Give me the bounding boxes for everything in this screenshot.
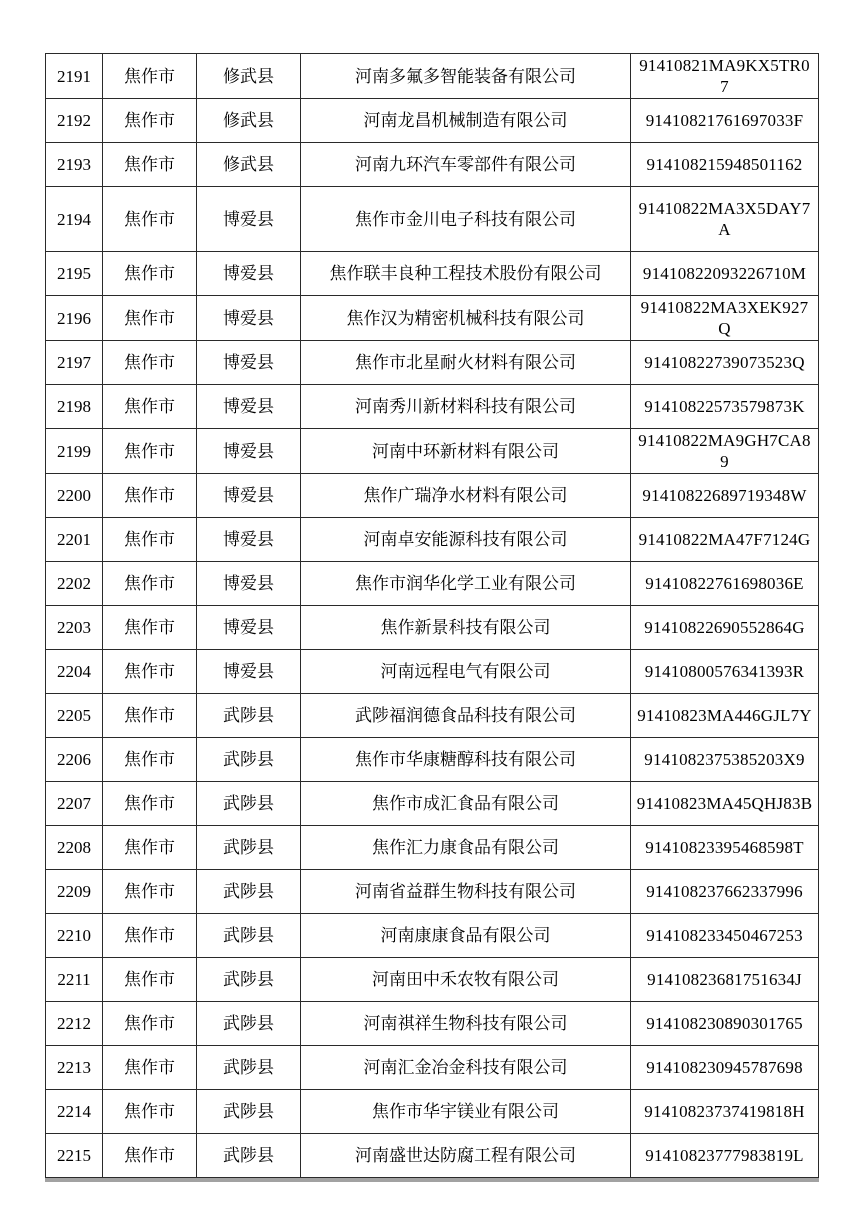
table-row [46, 518, 819, 562]
table-row [46, 187, 819, 252]
county-cell: 武陟县 [197, 694, 301, 738]
county-cell: 武陟县 [197, 782, 301, 826]
city-cell: 焦作市 [103, 826, 197, 870]
county-cell: 修武县 [197, 143, 301, 187]
table-row [46, 1046, 819, 1090]
table-row [46, 694, 819, 738]
city-cell: 焦作市 [103, 385, 197, 429]
county-cell: 武陟县 [197, 1090, 301, 1134]
row-number-cell: 2206 [46, 738, 103, 782]
city-cell: 焦作市 [103, 518, 197, 562]
code-cell: 91410823MA45QHJ83B [631, 782, 819, 826]
company-name-cell: 焦作市华宇镁业有限公司 [301, 1090, 631, 1134]
row-number-cell: 2205 [46, 694, 103, 738]
code-cell: 91410823MA446GJL7Y [631, 694, 819, 738]
table-row [46, 562, 819, 606]
company-name-cell: 河南卓安能源科技有限公司 [301, 518, 631, 562]
company-name-cell: 河南九环汽车零部件有限公司 [301, 143, 631, 187]
code-cell: 9141082375385203X9 [631, 738, 819, 782]
code-cell: 91410822MA9GH7CA89 [631, 429, 819, 474]
row-number-cell: 2207 [46, 782, 103, 826]
city-cell: 焦作市 [103, 54, 197, 99]
county-cell: 武陟县 [197, 870, 301, 914]
city-cell: 焦作市 [103, 474, 197, 518]
county-cell: 博爱县 [197, 518, 301, 562]
county-cell: 武陟县 [197, 958, 301, 1002]
table-row [46, 650, 819, 694]
code-cell: 91410823777983819L [631, 1134, 819, 1178]
county-cell: 武陟县 [197, 738, 301, 782]
code-cell: 914108230890301765 [631, 1002, 819, 1046]
county-cell: 修武县 [197, 99, 301, 143]
company-name-cell: 焦作市金川电子科技有限公司 [301, 187, 631, 252]
county-cell: 博爱县 [197, 474, 301, 518]
county-cell: 博爱县 [197, 562, 301, 606]
city-cell: 焦作市 [103, 1046, 197, 1090]
table-row [46, 870, 819, 914]
company-name-cell: 河南龙昌机械制造有限公司 [301, 99, 631, 143]
county-cell: 修武县 [197, 54, 301, 99]
county-cell: 武陟县 [197, 826, 301, 870]
city-cell: 焦作市 [103, 143, 197, 187]
company-table [45, 53, 819, 1178]
city-cell: 焦作市 [103, 914, 197, 958]
code-cell: 914108230945787698 [631, 1046, 819, 1090]
city-cell: 焦作市 [103, 870, 197, 914]
row-number-cell: 2208 [46, 826, 103, 870]
company-name-cell: 河南汇金冶金科技有限公司 [301, 1046, 631, 1090]
table-row [46, 385, 819, 429]
city-cell: 焦作市 [103, 738, 197, 782]
code-cell: 91410822761698036E [631, 562, 819, 606]
city-cell: 焦作市 [103, 1090, 197, 1134]
city-cell: 焦作市 [103, 650, 197, 694]
table-row [46, 429, 819, 474]
company-table-body [46, 54, 819, 1178]
row-number-cell: 2196 [46, 296, 103, 341]
code-cell: 91410821761697033F [631, 99, 819, 143]
table-row [46, 914, 819, 958]
county-cell: 博爱县 [197, 385, 301, 429]
company-name-cell: 焦作市北星耐火材料有限公司 [301, 341, 631, 385]
company-name-cell: 焦作联丰良种工程技术股份有限公司 [301, 252, 631, 296]
code-cell: 914108233450467253 [631, 914, 819, 958]
code-cell: 91410822690552864G [631, 606, 819, 650]
county-cell: 博爱县 [197, 341, 301, 385]
row-number-cell: 2202 [46, 562, 103, 606]
company-name-cell: 河南康康食品有限公司 [301, 914, 631, 958]
county-cell: 武陟县 [197, 914, 301, 958]
county-cell: 博爱县 [197, 606, 301, 650]
city-cell: 焦作市 [103, 296, 197, 341]
city-cell: 焦作市 [103, 341, 197, 385]
code-cell: 914108237662337996 [631, 870, 819, 914]
table-row [46, 1002, 819, 1046]
code-cell: 914108215948501162 [631, 143, 819, 187]
code-cell: 91410822MA47F7124G [631, 518, 819, 562]
company-name-cell: 武陟福润德食品科技有限公司 [301, 694, 631, 738]
city-cell: 焦作市 [103, 562, 197, 606]
row-number-cell: 2201 [46, 518, 103, 562]
city-cell: 焦作市 [103, 1002, 197, 1046]
company-name-cell: 河南秀川新材料科技有限公司 [301, 385, 631, 429]
city-cell: 焦作市 [103, 99, 197, 143]
table-row [46, 958, 819, 1002]
company-name-cell: 河南田中禾农牧有限公司 [301, 958, 631, 1002]
table-row [46, 296, 819, 341]
row-number-cell: 2193 [46, 143, 103, 187]
code-cell: 91410821MA9KX5TR07 [631, 54, 819, 99]
county-cell: 博爱县 [197, 187, 301, 252]
table-row [46, 252, 819, 296]
row-number-cell: 2197 [46, 341, 103, 385]
code-cell: 91410822689719348W [631, 474, 819, 518]
row-number-cell: 2203 [46, 606, 103, 650]
code-cell: 91410822573579873K [631, 385, 819, 429]
company-name-cell: 河南远程电气有限公司 [301, 650, 631, 694]
table-row [46, 1090, 819, 1134]
row-number-cell: 2200 [46, 474, 103, 518]
table-row [46, 606, 819, 650]
company-name-cell: 焦作广瑞净水材料有限公司 [301, 474, 631, 518]
county-cell: 武陟县 [197, 1134, 301, 1178]
city-cell: 焦作市 [103, 782, 197, 826]
city-cell: 焦作市 [103, 252, 197, 296]
county-cell: 武陟县 [197, 1046, 301, 1090]
county-cell: 博爱县 [197, 252, 301, 296]
code-cell: 91410822093226710M [631, 252, 819, 296]
row-number-cell: 2214 [46, 1090, 103, 1134]
company-name-cell: 河南多氟多智能装备有限公司 [301, 54, 631, 99]
table-row [46, 143, 819, 187]
row-number-cell: 2209 [46, 870, 103, 914]
row-number-cell: 2215 [46, 1134, 103, 1178]
table-row [46, 341, 819, 385]
code-cell: 91410823681751634J [631, 958, 819, 1002]
row-number-cell: 2199 [46, 429, 103, 474]
company-name-cell: 河南盛世达防腐工程有限公司 [301, 1134, 631, 1178]
city-cell: 焦作市 [103, 187, 197, 252]
row-number-cell: 2195 [46, 252, 103, 296]
company-name-cell: 河南中环新材料有限公司 [301, 429, 631, 474]
city-cell: 焦作市 [103, 429, 197, 474]
city-cell: 焦作市 [103, 606, 197, 650]
county-cell: 博爱县 [197, 650, 301, 694]
table-row [46, 474, 819, 518]
company-name-cell: 焦作市润华化学工业有限公司 [301, 562, 631, 606]
code-cell: 91410800576341393R [631, 650, 819, 694]
table-row [46, 826, 819, 870]
row-number-cell: 2211 [46, 958, 103, 1002]
county-cell: 博爱县 [197, 296, 301, 341]
county-cell: 博爱县 [197, 429, 301, 474]
code-cell: 91410823395468598T [631, 826, 819, 870]
table-row [46, 99, 819, 143]
table-row [46, 782, 819, 826]
code-cell: 91410822MA3X5DAY7 A [631, 187, 819, 252]
code-cell: 91410822739073523Q [631, 341, 819, 385]
city-cell: 焦作市 [103, 694, 197, 738]
company-name-cell: 焦作市华康糖醇科技有限公司 [301, 738, 631, 782]
city-cell: 焦作市 [103, 1134, 197, 1178]
row-number-cell: 2198 [46, 385, 103, 429]
code-cell: 91410822MA3XEK927Q [631, 296, 819, 341]
table-row [46, 738, 819, 782]
code-cell: 91410823737419818H [631, 1090, 819, 1134]
company-name-cell: 焦作汇力康食品有限公司 [301, 826, 631, 870]
row-number-cell: 2210 [46, 914, 103, 958]
row-number-cell: 2213 [46, 1046, 103, 1090]
row-number-cell: 2212 [46, 1002, 103, 1046]
row-number-cell: 2204 [46, 650, 103, 694]
company-name-cell: 焦作市成汇食品有限公司 [301, 782, 631, 826]
row-number-cell: 2194 [46, 187, 103, 252]
company-name-cell: 河南祺祥生物科技有限公司 [301, 1002, 631, 1046]
row-number-cell: 2192 [46, 99, 103, 143]
company-name-cell: 焦作汉为精密机械科技有限公司 [301, 296, 631, 341]
table-row [46, 54, 819, 99]
county-cell: 武陟县 [197, 1002, 301, 1046]
row-number-cell: 2191 [46, 54, 103, 99]
company-name-cell: 焦作新景科技有限公司 [301, 606, 631, 650]
table-row [46, 1134, 819, 1178]
company-name-cell: 河南省益群生物科技有限公司 [301, 870, 631, 914]
city-cell: 焦作市 [103, 958, 197, 1002]
